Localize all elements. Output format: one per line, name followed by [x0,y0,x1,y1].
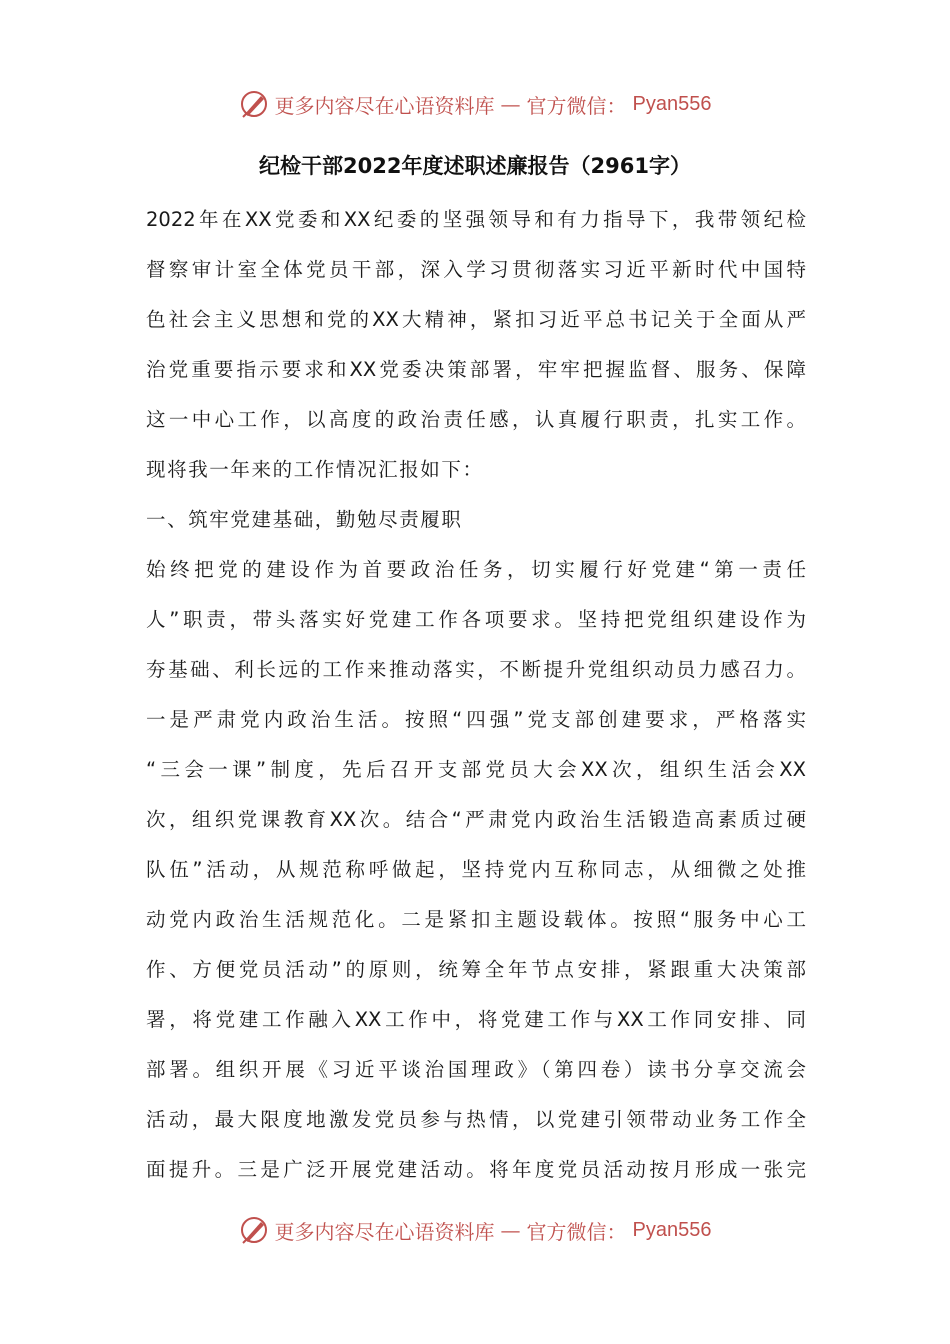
body-line: “三会一课”制度，先后召开支部党员大会XX次，组织生活会XX [146,758,806,781]
body-line: 色社会主义思想和党的XX大精神，紧扣习近平总书记关于全面从严 [146,308,806,331]
header-banner [0,84,950,124]
footer-banner-id: Pyan556 [632,1218,712,1241]
body-line: 队伍”活动，从规范称呼做起，坚持党内互称同志，从细微之处推 [146,858,806,881]
header-banner-text: 更多内容尽在心语资料库 [274,93,495,118]
body-line: 动党内政治生活规范化。二是紧扣主题设载体。按照“服务中心工 [146,908,806,931]
header-banner-separator: — [500,92,521,116]
body-line: 2022年在XX党委和XX纪委的坚强领导和有力指导下，我带领纪检 [146,208,806,231]
body-line: 部署。组织开展《习近平谈治国理政》（第四卷）读书分享交流会 [146,1058,806,1081]
document-body [146,195,806,1195]
body-line: 作、方便党员活动”的原则，统筹全年节点安排，紧跟重大决策部 [146,958,806,981]
body-line: 治党重要指示要求和XX党委决策部署，牢牢把握监督、服务、保障 [146,358,806,381]
body-line: 督察审计室全体党员干部，深入学习贯彻落实习近平新时代中国特 [146,258,806,281]
body-line: 始终把党的建设作为首要政治任务，切实履行好党建“第一责任 [146,558,806,581]
header-banner-id: Pyan556 [632,92,712,115]
body-line: 这一中心工作，以高度的政治责任感，认真履行职责，扎实工作。 [146,408,806,431]
pen-logo-icon [239,1215,269,1245]
pen-logo-icon [239,89,269,119]
body-line: 现将我一年来的工作情况汇报如下： [146,458,484,481]
footer-banner [0,1210,950,1250]
document-title: 纪检干部2022年度述职述廉报告（2961字） [259,154,691,178]
section-heading: 一、筑牢党建基础，勤勉尽责履职 [146,508,463,531]
body-line: 夯基础、利长远的工作来推动落实，不断提升党组织动员力感召力。 [146,658,806,681]
body-line: 人”职责，带头落实好党建工作各项要求。坚持把党组织建设作为 [146,608,806,631]
body-line: 一是严肃党内政治生活。按照“四强”党支部创建要求，严格落实 [146,708,806,731]
body-line: 次，组织党课教育XX次。结合“严肃党内政治生活锻造高素质过硬 [146,808,806,831]
footer-banner-separator: — [500,1218,521,1242]
footer-banner-label: 官方微信： [526,1219,627,1244]
body-line: 署，将党建工作融入XX工作中，将党建工作与XX工作同安排、同 [146,1008,806,1031]
body-line: 面提升。三是广泛开展党建活动。将年度党员活动按月形成一张完 [146,1158,806,1181]
body-line: 活动，最大限度地激发党员参与热情，以党建引领带动业务工作全 [146,1108,806,1131]
header-banner-label: 官方微信： [526,93,627,118]
footer-banner-text: 更多内容尽在心语资料库 [274,1219,495,1244]
